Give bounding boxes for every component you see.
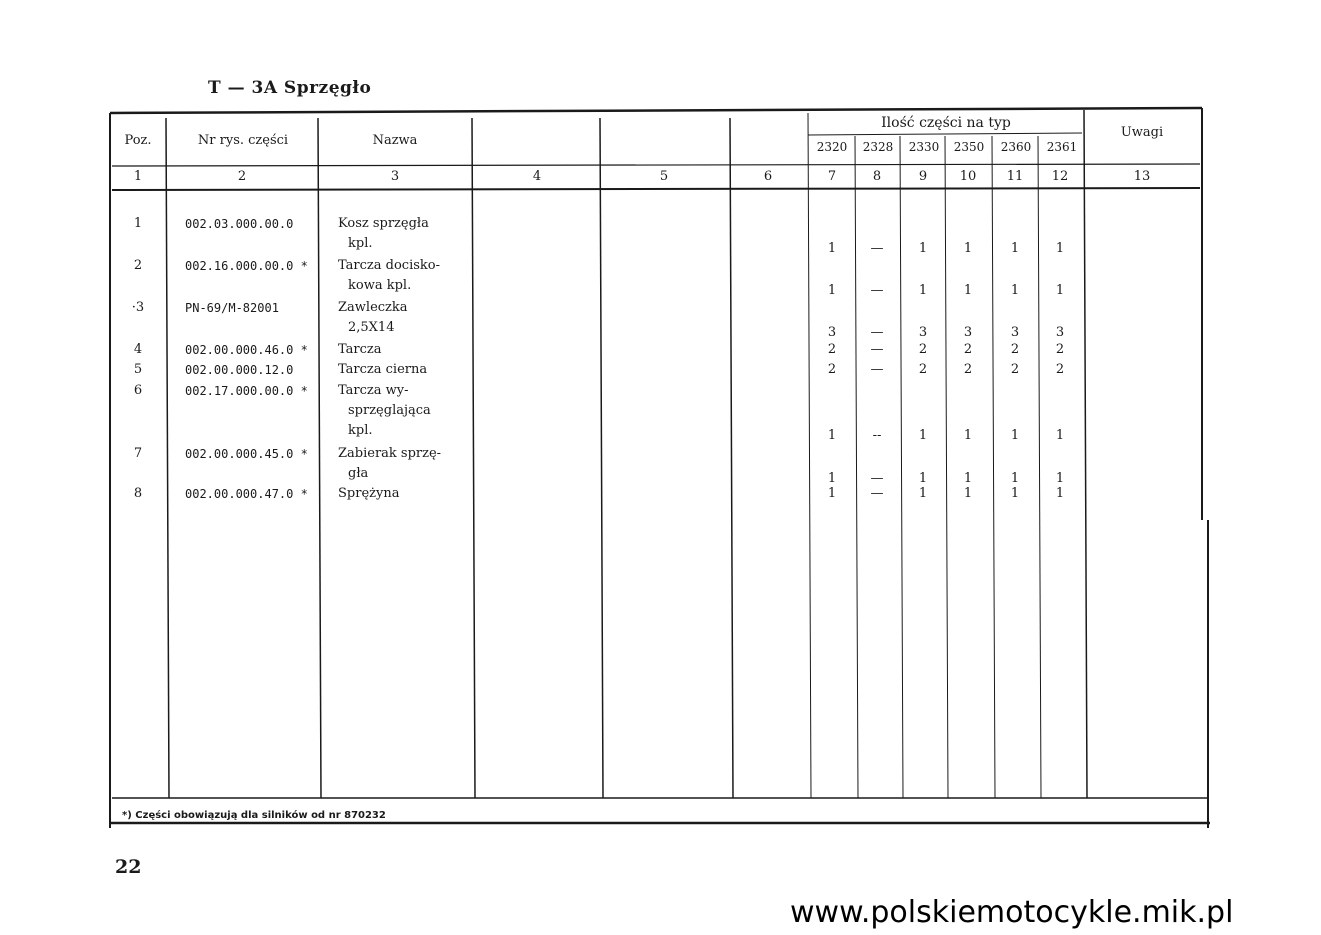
row-qty-2328: — bbox=[870, 471, 884, 486]
header-poz: Poz. bbox=[124, 133, 152, 148]
row-qty-2320: 3 bbox=[827, 325, 837, 340]
row-qty-2328: — bbox=[870, 283, 884, 298]
grid-line bbox=[110, 108, 1202, 113]
row-qty-2360: 3 bbox=[1010, 325, 1020, 340]
row-qty-2361: 1 bbox=[1055, 486, 1065, 501]
column-number-10: 10 bbox=[959, 169, 977, 184]
row-qty-2330: 2 bbox=[918, 342, 928, 357]
row-qty-2361: 2 bbox=[1055, 342, 1065, 357]
grid-line bbox=[1038, 136, 1041, 798]
grid-line bbox=[112, 188, 1200, 190]
row-qty-2328: — bbox=[870, 342, 884, 357]
row-name bbox=[338, 340, 382, 360]
row-qty-2361: 2 bbox=[1055, 362, 1065, 377]
type-header-2361: 2361 bbox=[1046, 140, 1078, 154]
row-qty-2350: 1 bbox=[963, 486, 973, 501]
row-name-line: Sprężyna bbox=[338, 486, 400, 501]
row-qty-2350: 1 bbox=[963, 428, 973, 443]
grid-line bbox=[900, 136, 903, 798]
row-qty-2350: 1 bbox=[963, 241, 973, 256]
row-part-number: 002.00.000.46.0 * bbox=[185, 343, 308, 357]
header-nr: Nr rys. części bbox=[197, 133, 289, 148]
row-part-number: 002.00.000.45.0 * bbox=[185, 447, 308, 461]
row-poz: 8 bbox=[133, 486, 143, 501]
row-name bbox=[338, 360, 427, 380]
row-name bbox=[338, 484, 399, 504]
row-qty-2320: 2 bbox=[827, 362, 837, 377]
header-nazwa: Nazwa bbox=[372, 133, 418, 148]
row-qty-2330: 1 bbox=[918, 428, 928, 443]
row-qty-2320: 2 bbox=[827, 342, 837, 357]
grid-line bbox=[166, 118, 169, 798]
row-name-line: Tarcza cierna bbox=[338, 362, 428, 377]
footnote: *) Części obowiązują dla silników od nr 870232 bbox=[122, 810, 386, 821]
grid-line bbox=[945, 136, 948, 798]
grid-line bbox=[1084, 110, 1087, 798]
grid-line bbox=[808, 133, 1082, 135]
row-qty-2328: — bbox=[870, 362, 884, 377]
grid-line bbox=[808, 113, 811, 798]
row-qty-2360: 1 bbox=[1010, 471, 1020, 486]
column-number-4: 4 bbox=[532, 169, 542, 184]
row-qty-2360: 1 bbox=[1010, 283, 1020, 298]
row-name-line: Zawleczka bbox=[338, 300, 408, 315]
website-watermark: www.polskiemotocykle.mik.pl bbox=[790, 895, 1234, 930]
row-qty-2361: 1 bbox=[1055, 283, 1065, 298]
grid-line bbox=[855, 136, 858, 798]
row-name bbox=[338, 381, 431, 441]
row-qty-2328: -- bbox=[872, 428, 882, 443]
column-number-2: 2 bbox=[237, 169, 247, 184]
row-poz: 1 bbox=[133, 216, 143, 231]
row-qty-2360: 2 bbox=[1010, 362, 1020, 377]
row-name-line: gła bbox=[348, 466, 369, 481]
column-number-7: 7 bbox=[827, 169, 837, 184]
row-name-line: Tarcza docisko- bbox=[338, 258, 440, 273]
row-qty-2350: 1 bbox=[963, 471, 973, 486]
row-part-number: 002.03.000.00.0 bbox=[185, 217, 294, 231]
row-name bbox=[338, 444, 441, 484]
row-poz: 7 bbox=[133, 446, 143, 461]
row-qty-2330: 1 bbox=[918, 241, 928, 256]
row-part-number: 002.17.000.00.0 * bbox=[185, 384, 308, 398]
row-name-line: Kosz sprzęgła bbox=[338, 216, 429, 231]
column-number-8: 8 bbox=[872, 169, 882, 184]
row-qty-2328: — bbox=[870, 241, 884, 256]
column-number-13: 13 bbox=[1133, 169, 1151, 184]
header-uwagi: Uwagi bbox=[1120, 125, 1164, 140]
row-qty-2320: 1 bbox=[827, 241, 837, 256]
row-qty-2328: — bbox=[870, 486, 884, 501]
grid-line bbox=[112, 164, 1200, 166]
row-qty-2361: 1 bbox=[1055, 241, 1065, 256]
column-number-6: 6 bbox=[763, 169, 773, 184]
row-part-number: 002.16.000.00.0 * bbox=[185, 259, 308, 273]
row-name-line: Tarcza wy- bbox=[338, 383, 409, 398]
row-qty-2360: 1 bbox=[1010, 486, 1020, 501]
page-title: T — 3A Sprzęgło bbox=[208, 78, 372, 98]
row-qty-2361: 3 bbox=[1055, 325, 1065, 340]
row-poz: 6 bbox=[133, 383, 143, 398]
header-ilosc: Ilość części na typ bbox=[881, 115, 1011, 131]
row-name bbox=[338, 214, 429, 254]
row-qty-2320: 1 bbox=[827, 283, 837, 298]
row-name bbox=[338, 298, 408, 338]
type-header-2360: 2360 bbox=[1000, 140, 1032, 154]
column-number-5: 5 bbox=[659, 169, 669, 184]
row-qty-2361: 1 bbox=[1055, 471, 1065, 486]
row-part-number: 002.00.000.47.0 * bbox=[185, 487, 308, 501]
row-name-line: kpl. bbox=[348, 423, 373, 438]
row-name-line: 2,5X14 bbox=[348, 320, 395, 335]
row-part-number: 002.00.000.12.0 bbox=[185, 363, 294, 377]
row-name-line: kpl. bbox=[348, 236, 373, 251]
type-header-2328: 2328 bbox=[862, 140, 894, 154]
grid-line bbox=[472, 118, 475, 798]
row-poz: 4 bbox=[133, 342, 143, 357]
row-qty-2350: 3 bbox=[963, 325, 973, 340]
row-qty-2350: 2 bbox=[963, 362, 973, 377]
row-name-line: Tarcza bbox=[338, 342, 382, 357]
row-poz: 5 bbox=[133, 362, 143, 377]
row-qty-2330: 1 bbox=[918, 471, 928, 486]
type-header-2330: 2330 bbox=[908, 140, 940, 154]
type-header-2350: 2350 bbox=[953, 140, 985, 154]
grid-line bbox=[992, 136, 995, 798]
row-qty-2360: 1 bbox=[1010, 428, 1020, 443]
column-number-12: 12 bbox=[1051, 169, 1069, 184]
type-header-2320: 2320 bbox=[816, 140, 848, 154]
row-qty-2330: 2 bbox=[918, 362, 928, 377]
column-number-11: 11 bbox=[1006, 169, 1024, 184]
column-number-1: 1 bbox=[133, 169, 143, 184]
row-name-line: sprzęglająca bbox=[348, 403, 431, 418]
row-qty-2320: 1 bbox=[827, 428, 837, 443]
row-name-line: kowa kpl. bbox=[348, 278, 412, 293]
column-number-9: 9 bbox=[918, 169, 928, 184]
page-number: 22 bbox=[115, 856, 142, 878]
row-qty-2360: 2 bbox=[1010, 342, 1020, 357]
row-qty-2330: 3 bbox=[918, 325, 928, 340]
grid-line bbox=[730, 118, 733, 798]
row-qty-2361: 1 bbox=[1055, 428, 1065, 443]
row-qty-2320: 1 bbox=[827, 471, 837, 486]
row-qty-2350: 2 bbox=[963, 342, 973, 357]
row-qty-2330: 1 bbox=[918, 283, 928, 298]
row-qty-2350: 1 bbox=[963, 283, 973, 298]
row-part-number: PN-69/M-82001 bbox=[185, 301, 279, 315]
row-name-line: Zabierak sprzę- bbox=[338, 446, 442, 461]
row-qty-2328: — bbox=[870, 325, 884, 340]
grid-line bbox=[318, 118, 321, 798]
row-qty-2330: 1 bbox=[918, 486, 928, 501]
row-qty-2320: 1 bbox=[827, 486, 837, 501]
column-number-3: 3 bbox=[390, 169, 400, 184]
row-qty-2360: 1 bbox=[1010, 241, 1020, 256]
row-poz: ·3 bbox=[131, 300, 145, 315]
row-poz: 2 bbox=[133, 258, 143, 273]
row-name bbox=[338, 256, 440, 296]
grid-line bbox=[600, 118, 603, 798]
